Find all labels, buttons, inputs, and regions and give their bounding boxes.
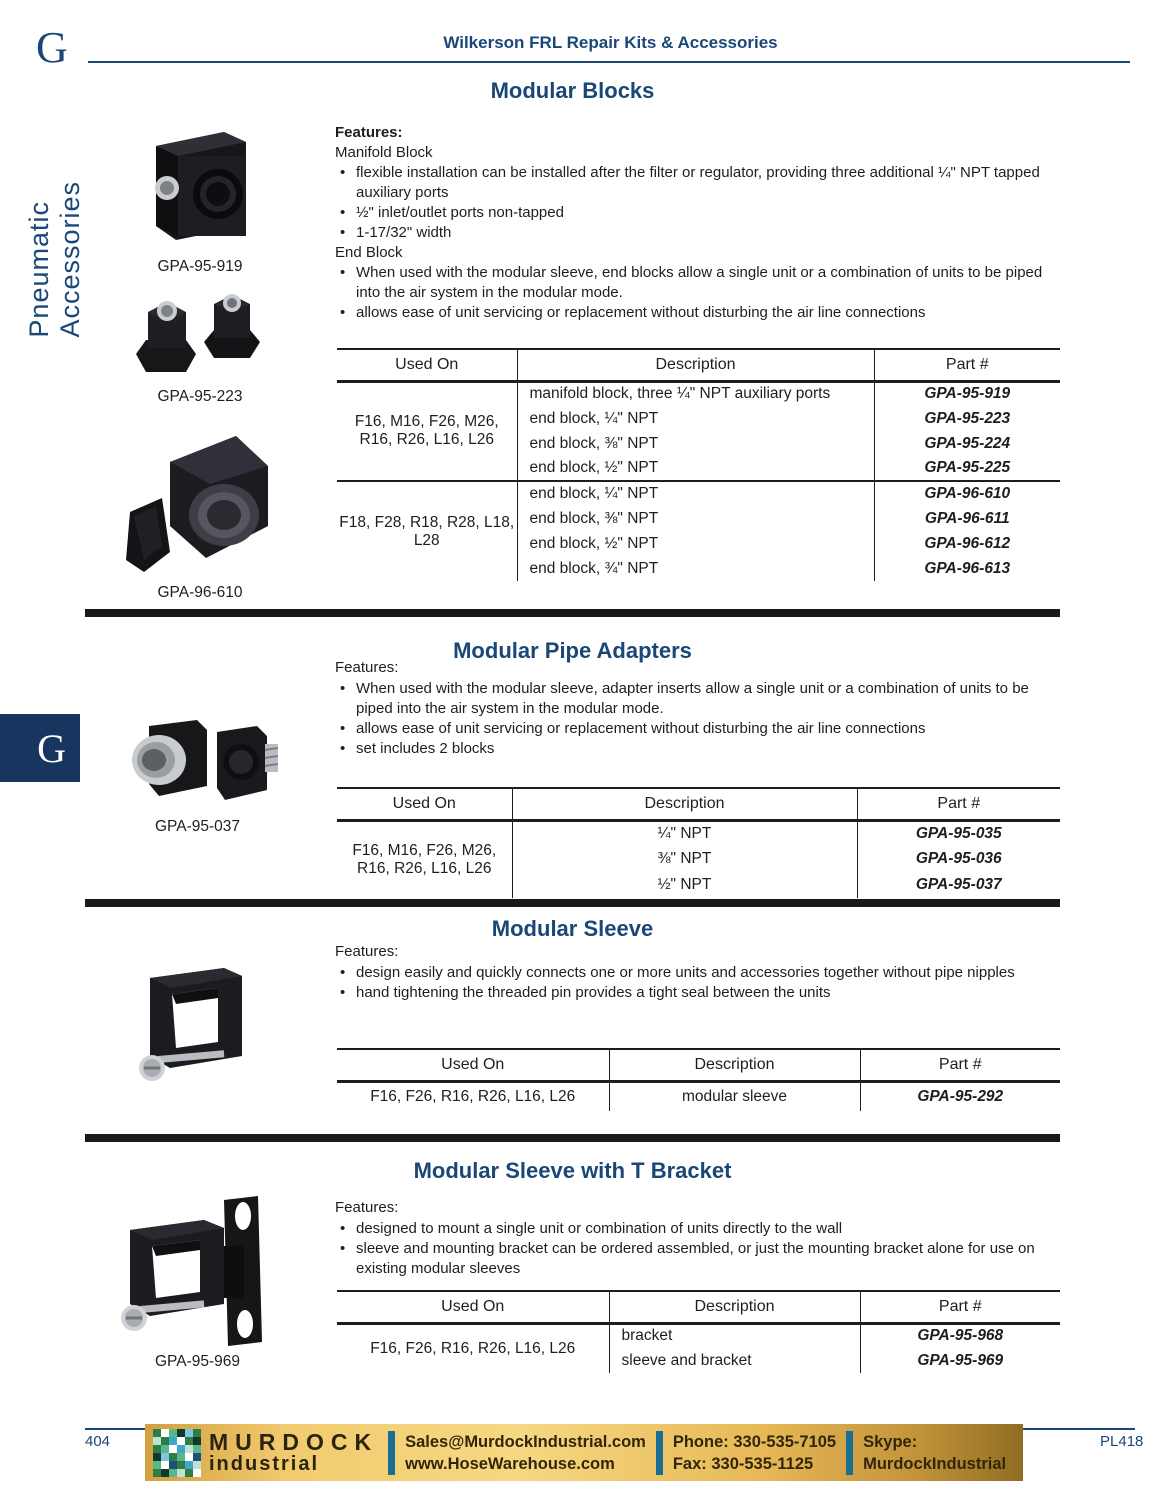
section-divider bbox=[85, 1134, 1060, 1142]
page-title: Wilkerson FRL Repair Kits & Accessories bbox=[443, 33, 778, 52]
col-header-description: Description bbox=[609, 1049, 860, 1081]
col-header-used-on: Used On bbox=[337, 788, 512, 820]
col-header-used-on: Used On bbox=[337, 1049, 609, 1081]
modular-sleeve-table bbox=[337, 1048, 1060, 1111]
sleeve-t-bracket-table bbox=[337, 1290, 1060, 1373]
description-cell: end block, ¼" NPT bbox=[517, 406, 874, 431]
banner-divider-bar bbox=[846, 1431, 853, 1475]
features-label: Features: bbox=[335, 943, 399, 960]
description-cell: end block, ½" NPT bbox=[517, 456, 874, 481]
part-number-cell: GPA-95-037 bbox=[857, 872, 1060, 898]
description-cell: bracket bbox=[609, 1323, 860, 1348]
feature-line: • set includes 2 blocks bbox=[335, 739, 1053, 759]
description-cell: modular sleeve bbox=[609, 1081, 860, 1111]
section-divider bbox=[85, 899, 1060, 907]
page-number: 404 bbox=[85, 1433, 111, 1450]
product-photo-sleeve-t-bracket bbox=[112, 1192, 282, 1350]
modular-blocks-features bbox=[335, 123, 1053, 323]
table-row bbox=[337, 481, 1060, 506]
feature-line: • ½" inlet/outlet ports non-tapped bbox=[335, 203, 1053, 223]
part-number-cell: GPA-95-968 bbox=[860, 1323, 1060, 1348]
photo-caption: GPA-95-037 bbox=[154, 818, 240, 835]
feature-line: • design easily and quickly connects one or more units and accessories together without pipe nipples bbox=[335, 963, 1053, 983]
vendor-website: www.HoseWarehouse.com bbox=[405, 1454, 615, 1473]
feature-line: • allows ease of unit servicing or replacement without disturbing the air line connections bbox=[335, 303, 1053, 323]
vendor-email: Sales@MurdockIndustrial.com bbox=[405, 1432, 646, 1451]
description-cell: end block, ½" NPT bbox=[517, 531, 874, 556]
part-number-cell: GPA-95-035 bbox=[857, 820, 1060, 846]
col-header-description: Description bbox=[512, 788, 857, 820]
product-photo-pipe-adapters bbox=[115, 712, 280, 810]
col-header-part: Part # bbox=[860, 1291, 1060, 1323]
table-row bbox=[337, 381, 1060, 406]
part-number-cell: GPA-95-036 bbox=[857, 846, 1060, 872]
description-cell: end block, ⅜" NPT bbox=[517, 431, 874, 456]
description-cell: end block, ¼" NPT bbox=[517, 481, 874, 506]
banner-divider-bar bbox=[656, 1431, 663, 1475]
vendor-contact-web bbox=[405, 1431, 646, 1475]
description-cell: ⅜" NPT bbox=[512, 846, 857, 872]
col-header-used-on: Used On bbox=[337, 349, 517, 381]
doc-code: PL418 bbox=[1100, 1433, 1144, 1450]
modular-sleeve-features bbox=[335, 963, 1053, 1003]
banner-divider-bar bbox=[388, 1431, 395, 1475]
pipe-adapters-table bbox=[337, 787, 1060, 898]
col-header-description: Description bbox=[609, 1291, 860, 1323]
photo-caption: GPA-95-223 bbox=[157, 388, 243, 405]
vendor-skype-value: MurdockIndustrial bbox=[863, 1454, 1007, 1473]
description-cell: manifold block, three ¼" NPT auxiliary ports bbox=[517, 381, 874, 406]
feature-line: • flexible installation can be installed after the filter or regulator, providing three additional ¼" NPT tapped auxiliary ports bbox=[335, 163, 1053, 203]
used-on-cell: F16, F26, R16, R26, L16, L26 bbox=[370, 1339, 576, 1357]
photo-caption: GPA-95-969 bbox=[154, 1353, 240, 1370]
photo-caption: GPA-95-919 bbox=[157, 258, 243, 275]
table-row bbox=[337, 1081, 1060, 1111]
section-title-pipe-adapters: Modular Pipe Adapters bbox=[453, 638, 692, 663]
description-cell: ½" NPT bbox=[512, 872, 857, 898]
description-cell: sleeve and bracket bbox=[609, 1348, 860, 1373]
part-number-cell: GPA-95-969 bbox=[860, 1348, 1060, 1373]
part-number-cell: GPA-96-612 bbox=[874, 531, 1060, 556]
feature-line: • When used with the modular sleeve, adapter inserts allow a single unit or a combination of units to be piped into the air system in the modular mode. bbox=[335, 679, 1053, 719]
part-number-cell: GPA-95-292 bbox=[860, 1081, 1060, 1111]
vendor-name-sub: industrial bbox=[209, 1453, 320, 1476]
description-cell: end block, ⅜" NPT bbox=[517, 506, 874, 531]
sidebar-label-line1: Pneumatic bbox=[24, 201, 54, 338]
modular-blocks-table bbox=[337, 348, 1060, 581]
product-photo-manifold-block bbox=[148, 126, 254, 244]
part-number-cell: GPA-96-611 bbox=[874, 506, 1060, 531]
col-header-description: Description bbox=[517, 349, 874, 381]
feature-line: • designed to mount a single unit or combination of units directly to the wall bbox=[335, 1219, 1053, 1239]
section-divider bbox=[85, 609, 1060, 617]
used-on-cell: F16, F26, R16, R26, L16, L26 bbox=[370, 1087, 576, 1105]
vendor-phone: Phone: 330-535-7105 bbox=[672, 1432, 837, 1451]
part-number-cell: GPA-96-610 bbox=[874, 481, 1060, 506]
features-label: Features: bbox=[335, 659, 399, 676]
sidebar-tab-letter: G bbox=[37, 725, 66, 771]
part-number-cell: GPA-95-224 bbox=[874, 431, 1060, 456]
feature-line: End Block bbox=[335, 244, 403, 261]
section-title-sleeve-t-bracket: Modular Sleeve with T Bracket bbox=[413, 1158, 732, 1183]
col-header-part: Part # bbox=[860, 1049, 1060, 1081]
pipe-adapters-features bbox=[335, 679, 1053, 759]
feature-line: • allows ease of unit servicing or replacement without disturbing the air line connections bbox=[335, 719, 1053, 739]
vendor-name: MURDOCK bbox=[209, 1428, 379, 1455]
part-number-cell: GPA-95-225 bbox=[874, 456, 1060, 481]
sidebar-section-tab bbox=[0, 714, 80, 782]
features-label: Features: bbox=[335, 124, 403, 141]
vendor-contact-phone bbox=[673, 1431, 836, 1475]
vendor-fax: Fax: 330-535-1125 bbox=[672, 1454, 814, 1473]
product-photo-modular-sleeve bbox=[128, 960, 263, 1090]
description-cell: ¼" NPT bbox=[512, 820, 857, 846]
vendor-contact-skype bbox=[863, 1431, 1006, 1475]
vendor-skype-label: Skype: bbox=[863, 1432, 918, 1451]
col-header-part: Part # bbox=[857, 788, 1060, 820]
section-title-modular-sleeve: Modular Sleeve bbox=[491, 916, 654, 941]
sleeve-t-bracket-features bbox=[335, 1219, 1053, 1279]
section-title-modular-blocks: Modular Blocks bbox=[490, 78, 655, 103]
description-cell: end block, ¾" NPT bbox=[517, 556, 874, 581]
used-on-cell: F16, M16, F26, M26, R16, R26, L16, L26 bbox=[354, 413, 499, 449]
part-number-cell: GPA-95-919 bbox=[874, 381, 1060, 406]
photo-caption: GPA-96-610 bbox=[157, 584, 243, 601]
part-number-cell: GPA-95-223 bbox=[874, 406, 1060, 431]
col-header-part: Part # bbox=[874, 349, 1060, 381]
sidebar-category-label bbox=[24, 176, 86, 338]
part-number-cell: GPA-96-613 bbox=[874, 556, 1060, 581]
used-on-cell: F16, M16, F26, M26, R16, R26, L16, L26 bbox=[352, 841, 497, 877]
table-row bbox=[337, 1323, 1060, 1348]
vendor-banner bbox=[145, 1424, 1023, 1481]
sidebar-label-line2: Accessories bbox=[55, 181, 85, 338]
vendor-brand bbox=[209, 1430, 378, 1475]
feature-line: • hand tightening the threaded pin provides a tight seal between the units bbox=[335, 983, 1053, 1003]
product-photo-end-blocks bbox=[128, 290, 270, 382]
feature-line: Manifold Block bbox=[335, 144, 433, 161]
murdock-mosaic-logo-icon bbox=[153, 1429, 201, 1477]
feature-line: • sleeve and mounting bracket can be ordered assembled, or just the mounting bracket alone for use on existing modular sleeves bbox=[335, 1239, 1053, 1279]
features-label: Features: bbox=[335, 1199, 399, 1216]
table-row bbox=[337, 820, 1060, 846]
col-header-used-on: Used On bbox=[337, 1291, 609, 1323]
used-on-cell: F18, F28, R18, R28, L18, L28 bbox=[337, 481, 517, 581]
feature-line: • 1-17/32" width bbox=[335, 223, 1053, 243]
product-photo-end-block-large bbox=[112, 420, 280, 582]
header-divider bbox=[88, 61, 1130, 63]
feature-line: • When used with the modular sleeve, end blocks allow a single unit or a combination of units to be piped into the air system in the modular mode. bbox=[335, 263, 1053, 303]
section-letter-top: G bbox=[36, 23, 68, 72]
